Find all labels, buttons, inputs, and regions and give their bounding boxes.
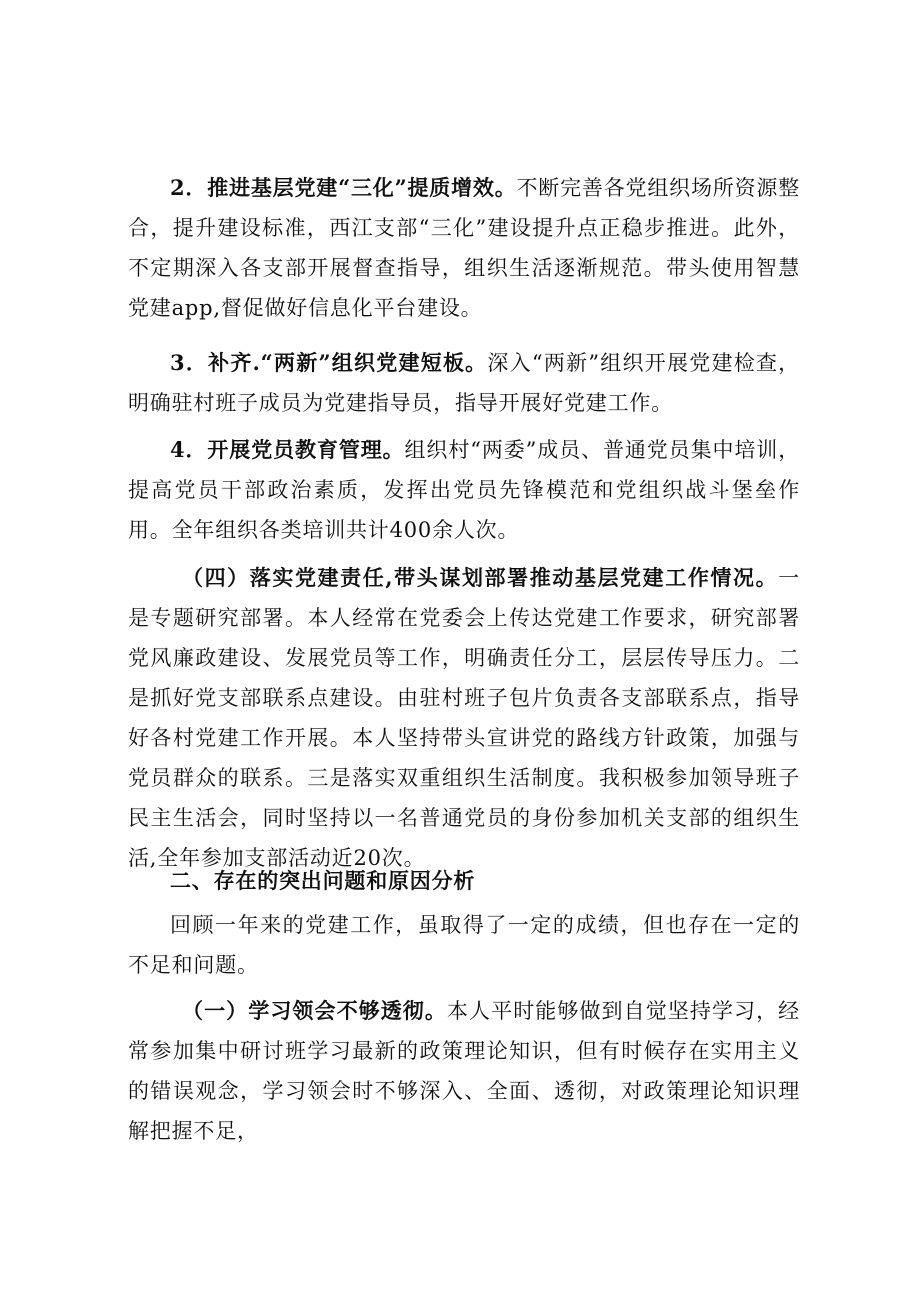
paragraph-1-body: 不断完善各党组织场所资源整合，提升建设标准，西江支部“三化”建设提升点正稳步推进。此外，不定期深入各支部开展督查指导，组织生活逐渐规范。带头使用智慧党建app,督促做好信息化平台建设。 (128, 176, 800, 320)
paragraph-4-lead: （四）落实党建责任,带头谋划部署推动基层党建工作情况。 (182, 565, 779, 590)
paragraph-5 (128, 905, 800, 985)
paragraph-1 (128, 168, 800, 328)
paragraph-6-lead: （一）学习领会不够透彻。 (182, 998, 447, 1023)
paragraph-6 (128, 991, 800, 1151)
paragraph-2-lead: 3．补齐.“两新”组织党建短板。 (170, 350, 488, 375)
paragraph-6-body: 本人平时能够做到自觉坚持学习，经常参加集中研讨班学习最新的政策理论知识，但有时候存在实用主义的错误观念，学习领会时不够深入、全面、透彻，对政策理论知识理解把握不足， (128, 999, 800, 1143)
paragraph-4-body: 一是专题研究部署。本人经常在党委会上传达党建工作要求，研究部署党风廉政建设、发展党员等工作，明确责任分工，层层传导压力。二是抓好党支部联系点建设。由驻村班子包片负责各支部联系点，指导好各村党建工作开展。本人坚持带头宣讲党的路线方针政策，加强与党员群众的联系。三是落实双重组织生活制度。我积极参加领导班子民主生活会，同时坚持以一名普通党员的身份参加机关支部的组织生活,全年参加支部活动近20次。 (128, 566, 800, 870)
paragraph-1-lead: 2．推进基层党建“三化”提质增效。 (170, 175, 517, 200)
section-heading-problems (128, 861, 800, 901)
paragraph-2-body: 深入“两新”组织开展党建检查，明确驻村班子成员为党建指导员，指导开展好党建工作。 (128, 351, 800, 415)
section-heading-text: 二、存在的突出问题和原因分析 (170, 868, 476, 893)
paragraph-3-lead: 4．开展党员教育管理。 (170, 437, 405, 462)
paragraph-2 (128, 343, 800, 423)
paragraph-3 (128, 430, 800, 550)
paragraph-3-body: 组织村“两委”成员、普通党员集中培训，提高党员干部政治素质，发挥出党员先锋模范和党组织战斗堡垒作用。全年组织各类培训共计400余人次。 (128, 438, 800, 542)
paragraph-4 (128, 558, 800, 878)
paragraph-5-body: 回顾一年来的党建工作，虽取得了一定的成绩，但也存在一定的不足和问题。 (128, 913, 800, 977)
